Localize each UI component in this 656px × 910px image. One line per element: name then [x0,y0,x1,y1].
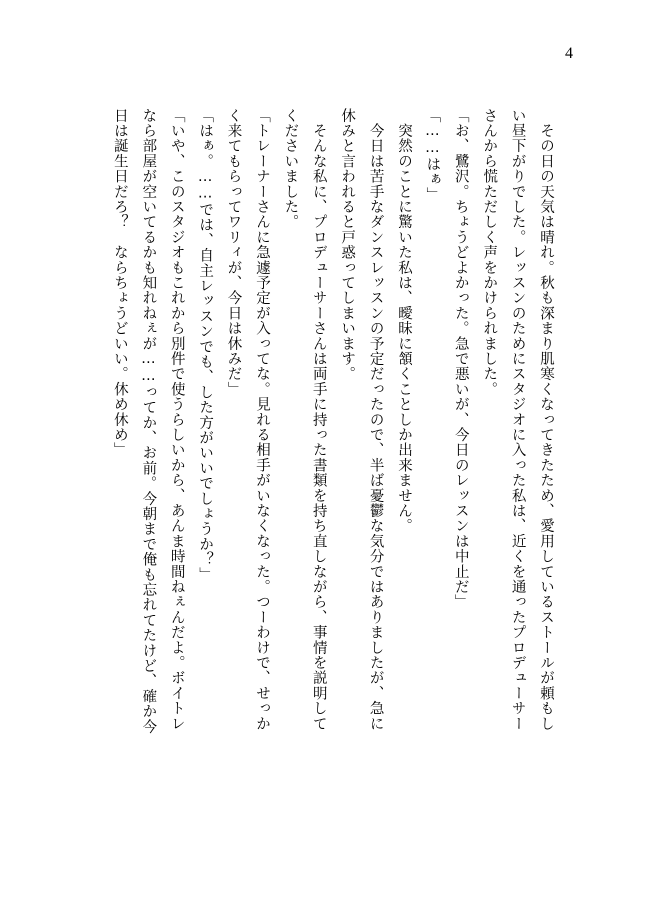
text-line: 「……はぁ」 [424,108,441,203]
text-line: い昼下がりでした。レッスンのためにスタジオに入った私は、近くを通ったプロデューサー [509,108,526,732]
text-line: その日の天気は晴れ。秋も深まり肌寒くなってきたため、愛用しているストールが頼もし [538,108,554,732]
text-line: 日は誕生日だろ？ ならちょうどいい。休め休め」 [111,108,128,458]
text-line: 「いや、このスタジオもこれから別件で使うらしいから、あんま時間ねぇんだよ。ボイトレ [168,108,185,732]
text-line: 今日は苦手なダンスレッスンの予定だったので、半ば憂鬱な気分ではありましたが、急に [367,108,384,732]
page-number: 4 [565,45,573,62]
text-line: 「はぁ。……では、自主レッスンでも、した方がいいでしょうか？」 [197,108,214,583]
text-line: 休みと言われると戸惑ってしまいます。 [339,108,356,382]
text-line: さんから慌ただしく声をかけられました。 [481,108,498,397]
text-line: そんな私に、プロデューサーさんは両手に持った書類を持ち直しながら、事情を説明して [310,108,327,732]
text-line: 「お、鷺沢。ちょうどよかった。急で悪いが、今日のレッスンは中止だ」 [452,108,469,610]
text-line: 突然のことに驚いた私は、曖昧に頷くことしか出来ません。 [395,108,412,534]
text-line: なら部屋が空いてるかも知れねぇが……ってか、お前。今朝まで俺も忘れてたけど、確か今 [140,108,157,735]
body-text [106,108,560,824]
text-line: くださいました。 [282,108,299,230]
text-line: く来てもらってワリィが、今日は休みだ」 [225,108,242,397]
text-line: 「トレーナーさんに急遽予定が入ってな。見れる相手がいなくなった。つーわけで、せっか [253,108,270,732]
